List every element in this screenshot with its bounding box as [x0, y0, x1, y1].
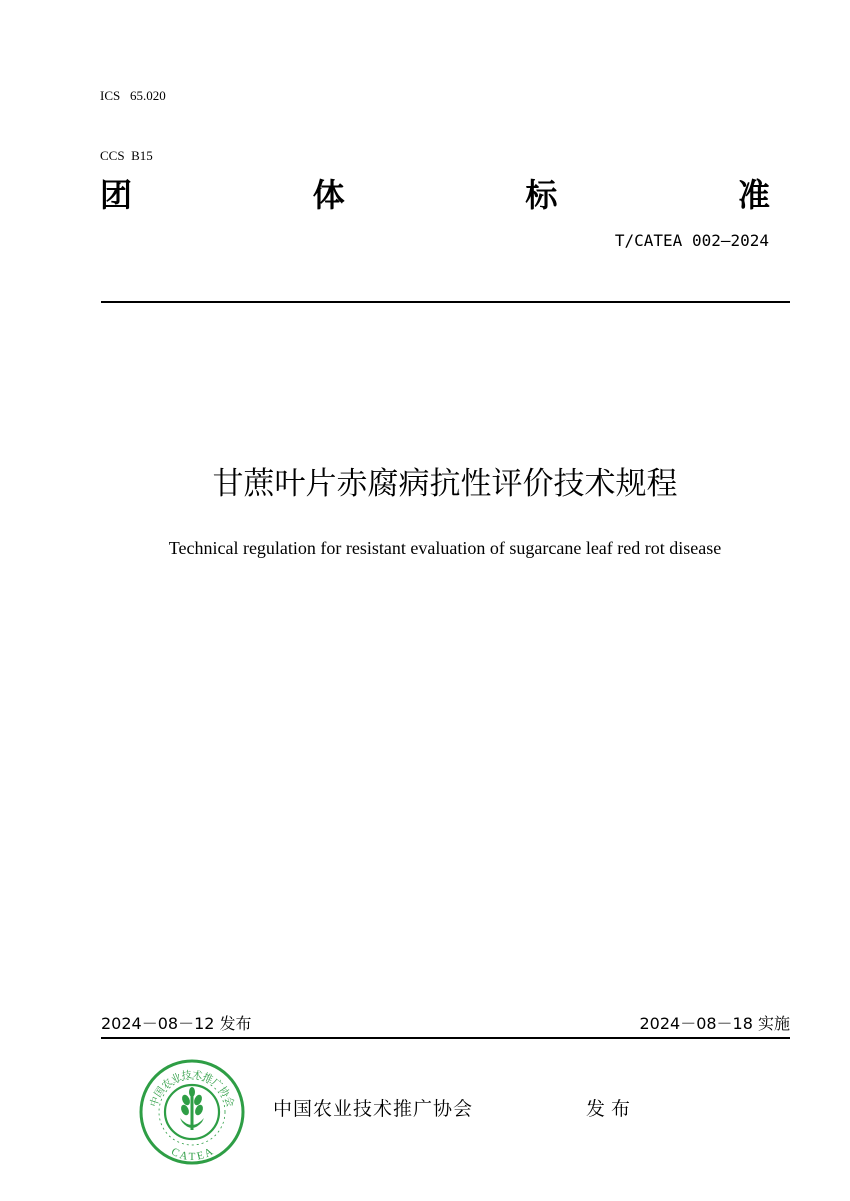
publish-date: 2024－08－12 发布 — [101, 1014, 252, 1033]
standard-type-char: 标 — [525, 176, 558, 214]
logo-bottom-text: C A T E A — [169, 1145, 215, 1164]
standard-code: T/CATEA 002—2024 — [614, 231, 769, 250]
bottom-divider — [101, 1037, 790, 1039]
document-title-english: Technical regulation for resistant evaluation of sugarcane leaf red rot disease — [168, 538, 722, 558]
standard-type-char: 体 — [312, 176, 345, 214]
ics-code: ICS 65.020 — [100, 88, 166, 103]
catea-logo — [136, 1058, 248, 1166]
publish-label: 发 布 — [586, 1098, 631, 1120]
standard-type-heading — [100, 170, 770, 220]
standard-type-char: 准 — [737, 176, 770, 214]
catea-seal-icon — [136, 1058, 248, 1166]
ccs-code: CCS B15 — [100, 148, 153, 163]
logo-top-text: 中国农业技术推广协会 — [148, 1069, 236, 1109]
top-divider — [101, 301, 790, 303]
standard-type-char: 团 — [100, 176, 133, 214]
classification-codes — [100, 46, 166, 186]
document-title-chinese: 甘蔗叶片赤腐病抗性评价技术规程 — [212, 466, 678, 502]
publisher-name: 中国农业技术推广协会 — [273, 1098, 474, 1120]
wheat-icon — [180, 1087, 205, 1130]
implementation-date: 2024－08－18 实施 — [639, 1014, 790, 1033]
